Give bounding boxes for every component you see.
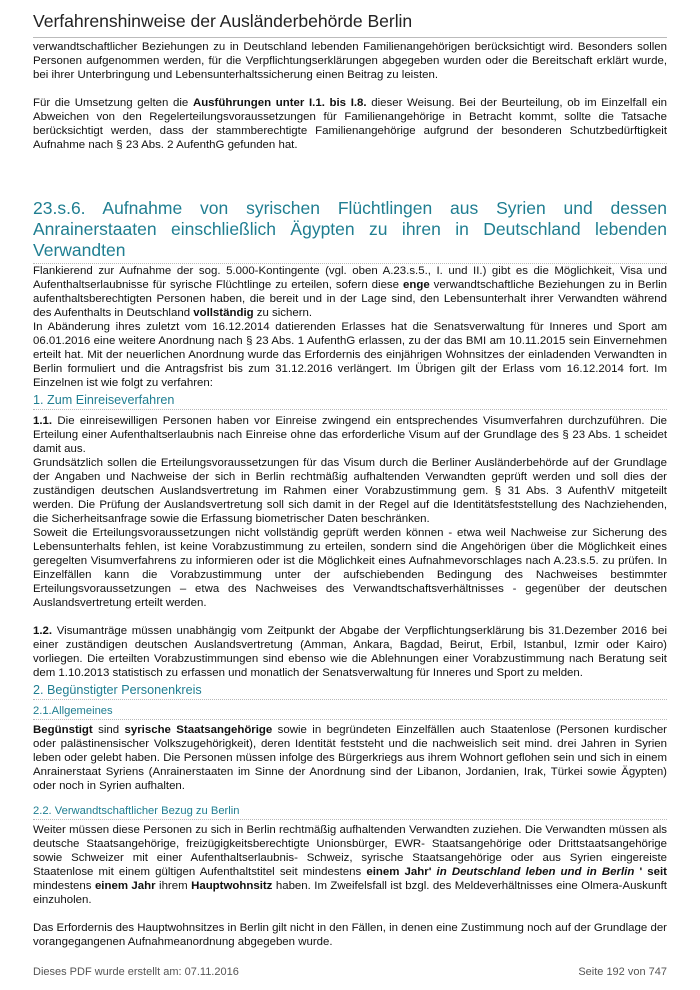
paragraph-1-1: 1.1. Die einreisewilligen Personen haben vor Einreise zwingend ein entsprechendes Visumverfahren durchzuführen. Die Erteilung einer Aufenthaltserlaubnis nach Einreise ohne das erforderliche Visum auf der Grundlage des § 23 Abs. 1 scheidet damit aus. xyxy=(33,415,667,455)
subheading-personenkreis: 2. Begünstigter Personenkreis xyxy=(33,682,667,700)
footer-page-number: Seite 192 von 747 xyxy=(578,966,667,978)
title-divider xyxy=(33,37,667,38)
intro-paragraph-2: Für die Umsetzung gelten die Ausführungen unter I.1. bis I.8. dieser Weisung. Bei der Beurteilung, ob im Einzelfall ein Abweichen von den Regelerteilungsvoraussetzungen für Familienangehörige in Betracht kommt, sollte die Tatsache berücksichtigt werden, dass der stammberechtigte Familienangehörige aufgrund der besonderen Schutzbedürftigkeit Aufnahme nach § 23 Abs. 2 AufenthG gefunden hat. xyxy=(33,97,667,151)
paragraph-2-1: Begünstigt sind syrische Staatsangehörige sowie in begründeten Einzelfällen auch Staatenlose (Personen kurdischer oder palästinensischer Volkszugehörigkeit), deren Identität feststeht und die nachweislich seit mind. drei Jahren in Syrien leben oder gelebt haben. Die Personen müssen infolge des Bürgerkriegs aus ihrem Wohnort geflohen sein und sich in einem Anrainerstaat Syriens (Anrainerstaaten im Sinne der Anordnung sind der Libanon, Jordanien, Irak, Türkei sowie Ägypten) oder noch in Syrien aufhalten. xyxy=(33,724,667,792)
footer-created-date: Dieses PDF wurde erstellt am: 07.11.2016 xyxy=(33,966,239,978)
section-paragraph-1: Flankierend zur Aufnahme der sog. 5.000-Kontingente (vgl. oben A.23.s.5., I. und II.) gibt es die Möglichkeit, Visa und Aufenthaltserlaubnisse für syrische Flüchtlinge zu erteilen, sofern diese enge verwandtschaftliche Beziehungen zu in Berlin aufenthaltsberechtigten Personen haben, die bereit und in der Lage sind, den Lebensunterhalt ihrer Verwandten während des Aufenthalts in Deutschland vollständig zu sichern. xyxy=(33,265,667,319)
paragraph-2-2: Weiter müssen diese Personen zu sich in Berlin rechtmäßig aufhaltenden Verwandten zuziehen. Die Verwandten müssen als deutsche Staatsangehörige, freizügigkeitsberechtigte Unionsbürger, EWR- Staatsangehörige oder Drittstaatsangehörige sowie Schweizer mit einer Aufenthaltserlaubnis- Schweiz, syrische Staatsangehörige oder aus Syrien eingereiste Staatenlose mit einem gültigen Aufenthaltstitel seit mindestens einem Jahr' in Deutschland leben und in Berlin ' seit mindestens einem Jahr ihrem Hauptwohnsitz haben. Im Zweifelsfall ist bzgl. des Meldeverhältnisses eine Olmera-Auskunft einzuholen. xyxy=(33,824,667,906)
paragraph-2-2-b: Das Erfordernis des Hauptwohnsitzes in Berlin gilt nicht in den Fällen, in denen eine Zustimmung noch auf der Grundlage der vorangegangenen Aufnahmeanordnung abgegeben wurde. xyxy=(33,922,667,948)
subheading-verwandtschaft: 2.2. Verwandtschaftlicher Bezug zu Berlin xyxy=(33,804,667,820)
paragraph-1-1-b: Grundsätzlich sollen die Erteilungsvoraussetzungen für das Visum durch die Berliner Ausländerbehörde auf der Grundlage der Angaben und Nachweise der sich in Berlin rechtmäßig aufhaltenden Verwandten geprüft werden und soll dies der zuständigen deutschen Auslandsvertretung im Rahmen einer Vorabzustimmung gem. § 31 Abs. 3 AufenthV mitgeteilt werden. Die Prüfung der Auslandsvertretung soll sich damit in der Regel auf die Identitätsfeststellung des Nachziehenden, die Sicherheitsanfrage sowie die Erfassung biometrischer Daten beschränken. xyxy=(33,457,667,525)
paragraph-1-1-c: Soweit die Erteilungsvoraussetzungen nicht vollständig geprüft werden können - etwa weil Nachweise zur Sicherung des Lebensunterhalts fehlen, ist keine Vorabzustimmung zu erteilen, sondern sind die Angehörigen über die Möglichkeit eines geregelten Visumverfahrens zu informieren oder ist die Möglichkeit eines Aufnahmevorschlages nach A.23.s.5. zu prüfen. In Einzelfällen kann die Vorabzustimmung unter der aufschiebenden Bedingung des Nachweises bestimmter Erteilungsvoraussetzungen – etwa des Nachweises des Verwandtschaftsverhältnisses - gegenüber der deutschen Auslandsvertretung erteilt werden. xyxy=(33,527,667,609)
section-paragraph-2: In Abänderung ihres zuletzt vom 16.12.2014 datierenden Erlasses hat die Senatsverwaltung für Inneres und Sport am 06.01.2016 eine weitere Anordnung nach § 23 Abs. 1 AufenthG erlassen, zu der das BMI am 10.11.2015 sein Einvernehmen erteilt hat. Mit der neuerlichen Anordnung wurde das Erfordernis des einjährigen Wohnsitzes der einladenden Verwandten in Berlin formuliert und die Antragsfrist bis zum 31.12.2016 verlängert. Im Übrigen gilt der Erlass vom 16.12.2014 fort. Im Einzelnen ist wie folgt zu verfahren: xyxy=(33,321,667,389)
subheading-einreiseverfahren: 1. Zum Einreiseverfahren xyxy=(33,392,667,410)
paragraph-1-2: 1.2. Visumanträge müssen unabhängig vom Zeitpunkt der Abgabe der Verpflichtungserklärung bis 31.Dezember 2016 bei einer zuständigen deutschen Auslandsvertretung (Amman, Ankara, Bagdad, Beirut, Erbil, Istanbul, Izmir oder Kairo) vorliegen. Die erteilten Vorabzustimmungen sind ebenso wie die Ablehnungen einer Vorabzustimmung nach Beratung seit dem 1.10.2013 statistisch zu erfassen und monatlich der Senatsverwaltung für Inneres und Sport zu melden. xyxy=(33,625,667,679)
intro-paragraph-1: verwandtschaftlicher Beziehungen zu in Deutschland lebenden Familienangehörigen berücksichtigt wird. Besonders sollen Personen aufgenommen werden, für die Verpflichtungserklärungen abgegeben wurden oder die Bereitschaft erklärt wurde, bei ihrer Unterbringung und Lebensunterhaltssicherung einen Beitrag zu leisten. xyxy=(33,41,667,81)
section-heading-23s6: 23.s.6. Aufnahme von syrischen Flüchtlingen aus Syrien und dessen Anrainerstaaten einschließlich Ägypten zu ihren in Deutschland lebenden Verwandten xyxy=(33,198,667,264)
document-body xyxy=(33,40,667,949)
document-title: Verfahrenshinweise der Ausländerbehörde Berlin xyxy=(33,11,413,31)
subheading-allgemeines: 2.1.Allgemeines xyxy=(33,704,667,720)
